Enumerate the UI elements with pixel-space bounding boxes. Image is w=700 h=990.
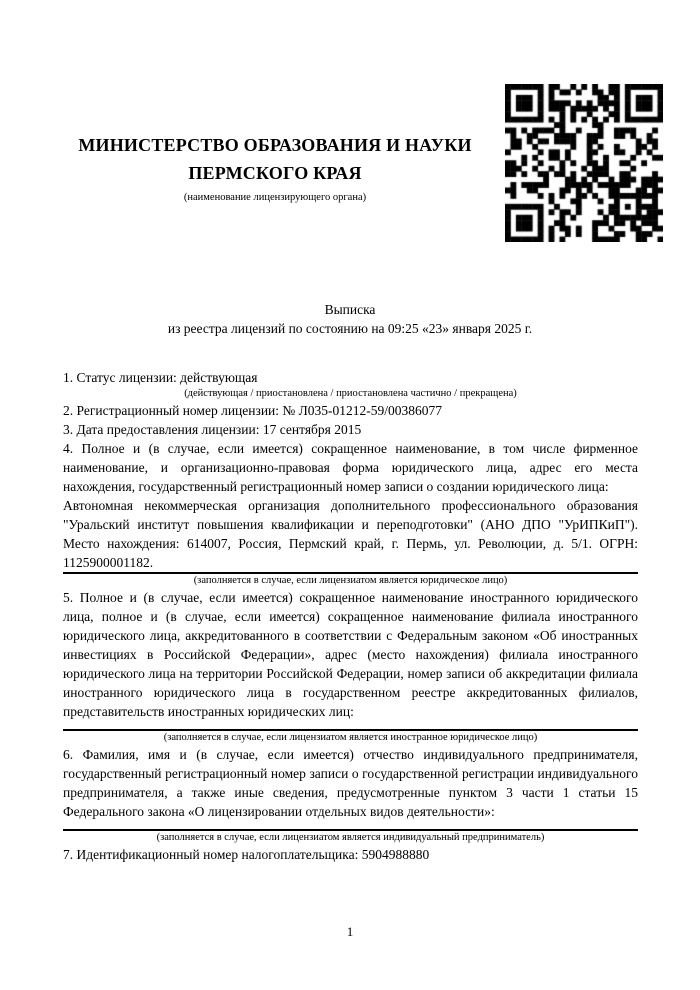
item-3-grant-date: 3. Дата предоставления лицензии: 17 сентября 2015	[63, 422, 362, 437]
item-1-caption: (действующая / приостановлена / приостановлена частично / прекращена)	[184, 388, 517, 399]
item-7-taxpayer-number: 7. Идентификационный номер налогоплательщика: 5904988880	[63, 847, 430, 862]
item-5-caption: (заполняется в случае, если лицензиатом является иностранное юридическое лицо)	[163, 732, 538, 743]
licensing-authority-header	[58, 131, 492, 204]
item-5-question: 5. Полное и (в случае, если имеется) сокращенное наименование иностранного юридического лица, полное и (в случае, если имеется) сокращенное наименование филиала иностранного юридического лица, аккредитованного в соответствии с Федеральным законом «Об иностранных инвестициях в Российской Федерации», адрес (место нахождения) филиала иностранного юридического лица на территории Российской Федерации, номер записи об аккредитации филиала иностранного юридического лица в государственном реестре аккредитованных филиалов, представительств иностранных юридических лиц:	[63, 590, 638, 719]
item-6-caption: (заполняется в случае, если лицензиатом является индивидуальный предприниматель)	[156, 832, 545, 843]
ministry-name-line2: ПЕРМСКОГО КРАЯ	[188, 163, 362, 183]
document-body	[63, 368, 638, 864]
item-2-registration-number: 2. Регистрационный номер лицензии: № Л035-01212-59/00386077	[63, 403, 443, 418]
qr-code-icon	[505, 84, 663, 242]
page-number: 1	[346, 924, 354, 939]
ministry-name-line1: МИНИСТЕРСТВО ОБРАЗОВАНИЯ И НАУКИ	[78, 135, 472, 155]
document-title-line2: из реестра лицензий по состоянию на 09:25 «23» января 2025 г.	[167, 321, 533, 336]
licensing-authority-caption: (наименование лицензирующего органа)	[183, 192, 367, 203]
item-4-caption: (заполняется в случае, если лицензиатом является юридическое лицо)	[193, 575, 508, 586]
item-1-license-status: 1. Статус лицензии: действующая	[63, 370, 258, 385]
item-4-answer: Автономная некоммерческая организация дополнительного профессионального образования "Уральский институт повышения квалификации и переподготовки" (АНО ДПО "УрИПКиП"). Место нахождения: 614007, Россия, Пермский край, г. Пермь, ул. Революции, д. 5/1. ОГРН: 1125900001182.	[63, 498, 638, 570]
item-6-question: 6. Фамилия, имя и (в случае, если имеется) отчество индивидуального предпринимателя, государственный регистрационный номер записи о государственной регистрации индивидуального предпринимателя, а также иные сведения, предусмотренные пунктом 3 части 1 статьи 15 Федерального закона «О лицензировании отдельных видов деятельности»:	[63, 747, 638, 819]
document-title-line1: Выписка	[324, 302, 376, 317]
item-4-question: 4. Полное и (в случае, если имеется) сокращенное наименование, в том числе фирменное наименование, и организационно-правовая форма юридического лица, адрес его места нахождения, государственный регистрационный номер записи о создании юридического лица:	[63, 441, 638, 494]
document-title	[0, 300, 700, 338]
